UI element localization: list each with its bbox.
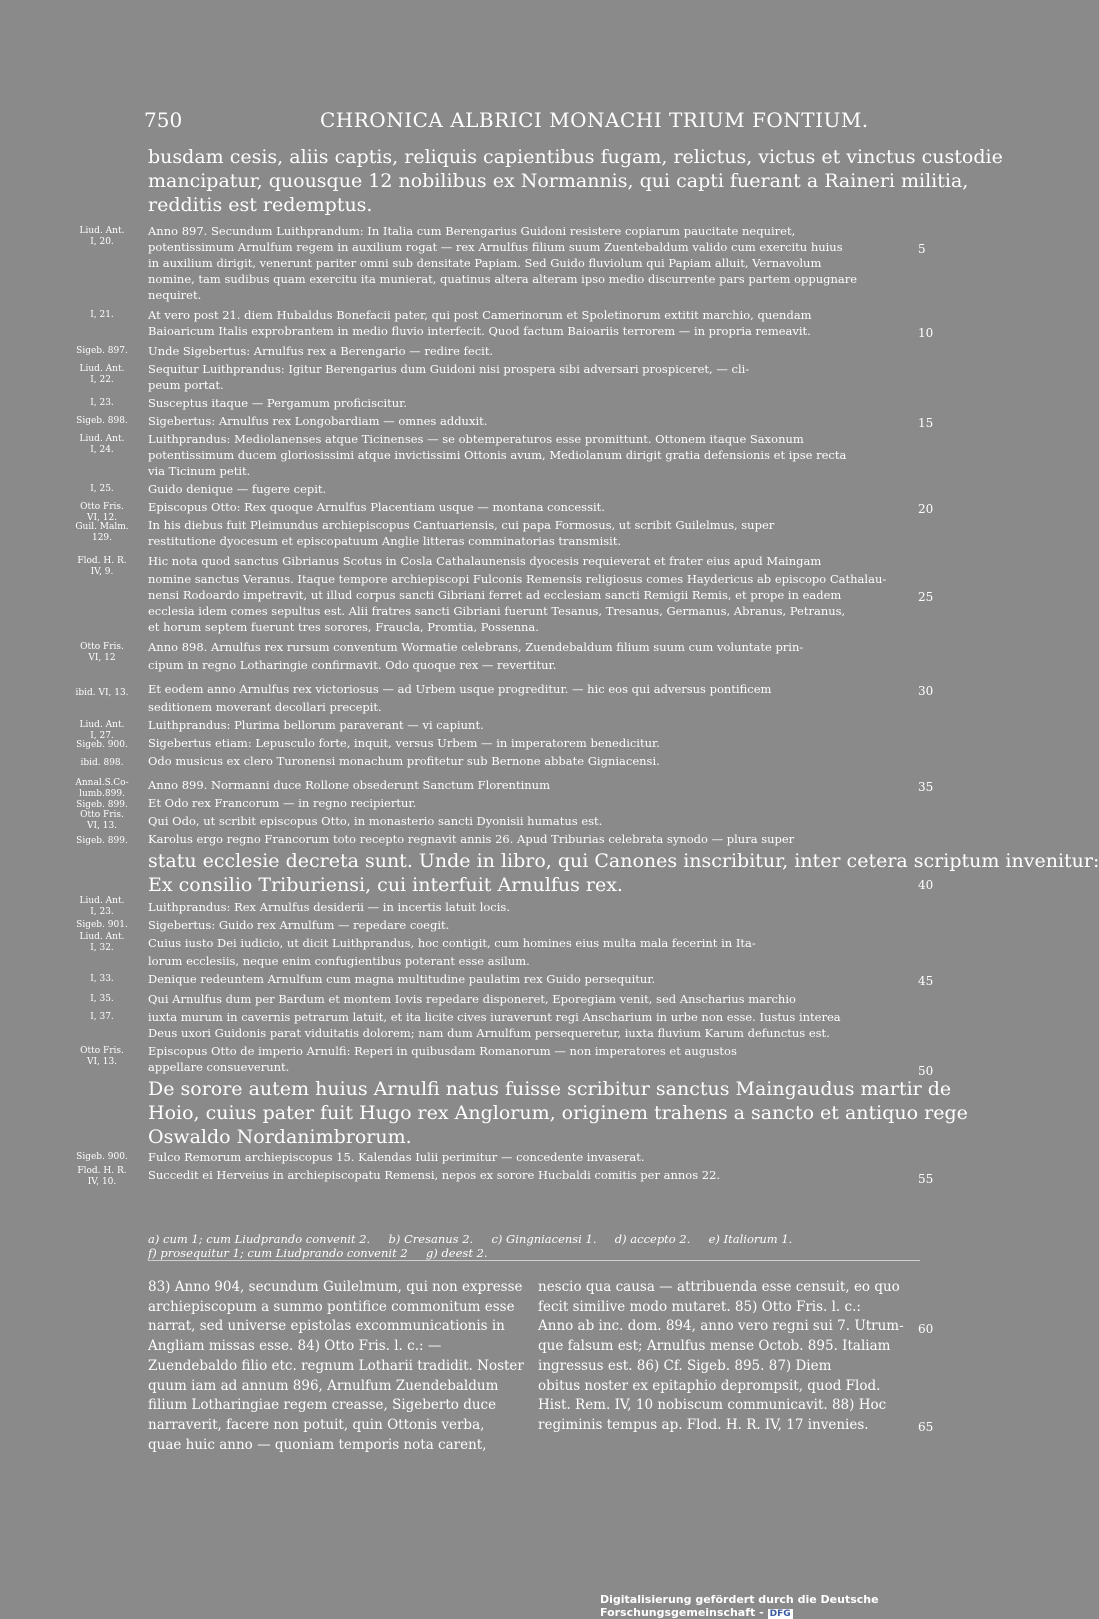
page-number: 750 (144, 108, 183, 132)
line-number: 40 (918, 878, 934, 892)
apparatus-line: a) cum 1; cum Liudprando convenit 2. b) Cresanus 2. c) Gingniacensi 1. d) accepto 2. e) Italiorum 1. (148, 1232, 793, 1246)
line-number: 45 (918, 974, 934, 988)
text-line: Hoio, cuius pater fuit Hugo rex Anglorum, originem trahens a sancto et antiquo rege (148, 1102, 968, 1124)
line-number: 25 (918, 590, 934, 604)
margin-reference: Liud. Ant. I, 23. (79, 896, 125, 917)
apparatus-line: f) prosequitur 1; cum Liudprando convenit 2 g) deest 2. (148, 1246, 488, 1260)
note-line: narrat, sed universe epistolas excommunicationis in (148, 1318, 505, 1335)
text-line: Qui Odo, ut scribit episcopus Otto, in monasterio sancti Dyonisii humatus est. (148, 814, 603, 828)
note-line-number: 60 (918, 1322, 934, 1336)
margin-reference: I, 21. (90, 310, 114, 320)
margin-reference: ibid. VI, 13. (75, 688, 129, 698)
margin-reference: Sigeb. 900. (76, 1152, 128, 1162)
text-line: At vero post 21. diem Hubaldus Bonefacii pater, qui post Camerinorum et Spoletinorum extitit marchio, quendam (148, 308, 812, 322)
text-line: Hic nota quod sanctus Gibrianus Scotus in Cosla Cathalaunensis dyocesis requieverat et frater eius apud Maingam (148, 554, 822, 568)
note-line: ingressus est. 86) Cf. Sigeb. 895. 87) Diem (538, 1357, 832, 1374)
text-line: Sigebertus: Guido rex Arnulfum — repedare coegit. (148, 918, 450, 932)
text-line: De sorore autem huius Arnulfi natus fuisse scribitur sanctus Maingaudus martir de (148, 1078, 952, 1100)
note-line: que falsum est; Arnulfus mense Octob. 895. Italiam (538, 1338, 891, 1355)
text-line: nensi Rodoardo impetravit, ut illud corpus sancti Gibriani ferret ad ecclesiam sancti Remigii Remis, et prope in eadem (148, 588, 842, 602)
notes-column-right (538, 1278, 918, 1436)
margin-reference: I, 23. (90, 398, 114, 408)
note-line: Angliam missas esse. 84) Otto Fris. l. c.: — (148, 1338, 442, 1355)
text-line: Luithprandus: Rex Arnulfus desiderii — in incertis latuit locis. (148, 900, 510, 914)
text-line: Episcopus Otto de imperio Arnulfi: Reperi in quibusdam Romanorum — non imperatores et augustos (148, 1044, 737, 1058)
text-line: Anno 897. Secundum Luithprandum: In Italia cum Berengarius Guidoni resistere copiarum paucitate nequiret, (148, 224, 796, 238)
line-number: 20 (918, 502, 934, 516)
margin-reference: I, 33. (90, 974, 114, 984)
margin-reference: Liud. Ant. I, 32. (79, 932, 125, 953)
text-line: appellare consueverunt. (148, 1060, 290, 1074)
text-line: Susceptus itaque — Pergamum proficiscitur. (148, 396, 408, 410)
text-line: Episcopus Otto: Rex quoque Arnulfus Placentiam usque — montana concessit. (148, 500, 605, 514)
notes-column-left (148, 1278, 524, 1455)
margin-reference: Sigeb. 898. (76, 416, 128, 426)
critical-apparatus (148, 1232, 928, 1260)
note-line: Zuendebaldo filio etc. regnum Lotharii tradidit. Noster (148, 1357, 524, 1374)
note-line: filium Lotharingiae regem creasse, Sigeberto duce (148, 1397, 497, 1414)
text-line: peum portat. (148, 378, 224, 392)
note-line-number: 65 (918, 1420, 934, 1434)
note-line: nescio qua causa — attribuenda esse censuit, eo quo (538, 1279, 900, 1295)
text-line: Qui Arnulfus dum per Bardum et montem Iovis repedare disponeret, Eporegiam venit, sed Anscharius marchio (148, 992, 796, 1006)
margin-reference: Flod. H. R. IV, 10. (77, 1166, 127, 1187)
text-line: Oswaldo Nordanimbrorum. (148, 1126, 412, 1148)
text-line: via Ticinum petit. (148, 464, 251, 478)
margin-reference: Sigeb. 901. (76, 920, 128, 930)
running-title: CHRONICA ALBRICI MONACHI TRIUM FONTIUM. (320, 108, 869, 132)
line-number: 5 (918, 242, 926, 256)
text-line: restitutione dyocesum et episcopatuum Anglie litteras comminatorias transmisit. (148, 534, 622, 548)
text-line: seditionem moverant decollari precepit. (148, 700, 382, 714)
margin-reference: Liud. Ant. I, 22. (79, 364, 125, 385)
margin-reference: I, 25. (90, 484, 114, 494)
note-line: quae huic anno — quoniam temporis nota carent, (148, 1436, 487, 1453)
margin-reference: Liud. Ant. I, 24. (79, 434, 125, 455)
text-line: Sigebertus: Arnulfus rex Longobardiam — omnes adduxit. (148, 414, 488, 428)
text-line: Guido denique — fugere cepit. (148, 482, 327, 496)
footer (600, 1593, 1000, 1619)
note-line: narraverit, facere non potuit, quin Ottonis verba, (148, 1416, 485, 1433)
margin-reference: Annal.S.Co- lumb.899. (75, 778, 129, 799)
line-number: 35 (918, 780, 934, 794)
text-line: Ex consilio Triburiensi, cui interfuit Arnulfus rex. (148, 874, 623, 896)
dfg-logo: DFG (769, 1609, 791, 1619)
line-number: 15 (918, 416, 934, 430)
text-line: Luithprandus: Plurima bellorum paraverant — vi capiunt. (148, 718, 484, 732)
text-line: Unde Sigebertus: Arnulfus rex a Berengario — redire fecit. (148, 344, 494, 358)
notes-divider (148, 1260, 920, 1261)
text-line: Anno 899. Normanni duce Rollone obsederunt Sanctum Florentinum (148, 778, 550, 792)
text-line: busdam cesis, aliis captis, reliquis capientibus fugam, relictus, victus et vinctus custodie (148, 146, 1003, 168)
text-line: lorum ecclesiis, neque enim confugientibus poterant esse asilum. (148, 954, 530, 968)
margin-reference: Sigeb. 897. (76, 346, 128, 356)
text-line: nequiret. (148, 288, 202, 302)
line-number: 55 (918, 1172, 934, 1186)
text-line: statu ecclesie decreta sunt. Unde in libro, qui Canones inscribitur, inter cetera scriptum invenitur: (148, 850, 1099, 872)
note-line: obitus noster ex epitaphio deprompsit, quod Flod. (538, 1377, 881, 1394)
text-line: redditis est redemptus. (148, 194, 373, 216)
text-line: Sigebertus etiam: Lepusculo forte, inquit, versus Urbem — in imperatorem benedicitur. (148, 736, 660, 750)
margin-reference: ibid. 898. (80, 758, 124, 768)
text-line: Succedit ei Herveius in archiepiscopatu Remensi, nepos ex sorore Hucbaldi comitis per annos 22. (148, 1168, 721, 1182)
text-line: Odo musicus ex clero Turonensi monachum profitetur sub Bernone abbate Gigniacensi. (148, 754, 660, 768)
text-line: Denique redeuntem Arnulfum cum magna multitudine paulatim rex Guido persequitur. (148, 972, 656, 986)
line-number: 50 (918, 1064, 934, 1078)
margin-reference: Otto Fris. VI, 12. (80, 502, 124, 523)
text-line: ecclesia idem comes sepultus est. Alii fratres sancti Gibriani fuerunt Tesanus, Tresanus, Germanus, Abranus, Petranus, (148, 604, 846, 618)
note-line: Anno ab inc. dom. 894, anno vero regni sui 7. Utrum- (538, 1318, 904, 1335)
text-line: mancipatur, quousque 12 nobilibus ex Normannis, qui capti fuerant a Raineri militia, (148, 170, 969, 192)
text-line: et horum septem fuerunt tres sorores, Fraucla, Promtia, Possenna. (148, 620, 539, 634)
text-line: Cuius iusto Dei iudicio, ut dicit Luithprandus, hoc contigit, cum homines eius multa mala fecerint in Ita- (148, 936, 756, 950)
text-line: Anno 898. Arnulfus rex rursum conventum Wormatie celebrans, Zuendebaldum filium suum cum voluntate prin- (148, 640, 804, 654)
text-line: Baioaricum Italis exprobrantem in medio fluvio interfecit. Quod factum Baioariis terrorem — in propria remeavit. (148, 324, 811, 338)
text-line: in auxilium dirigit, venerunt pariter omni sub densitate Papiam. Sed Guido fluviolum qui Papiam alluit, Vernavolum (148, 256, 822, 270)
note-line: fecit similive modo mutaret. 85) Otto Fris. l. c.: (538, 1298, 861, 1315)
text-line: Luithprandus: Mediolanenses atque Ticinenses — se obtemperaturos esse promittunt. Ottonem itaque Saxonum (148, 432, 804, 446)
margin-reference: Guil. Malm. 129. (75, 522, 129, 543)
text-line: nomine sanctus Veranus. Itaque tempore archiepiscopi Fulconis Remensis religiosus comes Haydericus ab episcopo Cathalau- (148, 572, 887, 586)
note-line: Hist. Rem. IV, 10 nobiscum communicavit. 88) Hoc (538, 1397, 887, 1414)
text-line: potentissimum ducem gloriosissimi atque invictissimi Ottonis avum, Mediolanum dirigit gratia defensionis et ipse recta (148, 448, 847, 462)
text-line: In his diebus fuit Pleimundus archiepiscopus Cantuariensis, cui papa Formosus, ut scribit Guilelmus, super (148, 518, 775, 532)
text-line: Karolus ergo regno Francorum toto recepto regnavit annis 26. Apud Triburias celebrata synodo — plura super (148, 832, 795, 846)
note-line: quum iam ad annum 896, Arnulfum Zuendebaldum (148, 1377, 499, 1394)
text-line: Fulco Remorum archiepiscopus 15. Kalendas Iulii perimitur — concedente invaserat. (148, 1150, 645, 1164)
margin-reference: Flod. H. R. IV, 9. (77, 556, 127, 577)
text-line: Et Odo rex Francorum — in regno recipiertur. (148, 796, 417, 810)
note-line: 83) Anno 904, secundum Guilelmum, qui non expresse (148, 1279, 523, 1295)
margin-reference: Liud. Ant. I, 27. (79, 720, 125, 741)
margin-reference: Sigeb. 900. (76, 740, 128, 750)
text-line: Et eodem anno Arnulfus rex victoriosus — ad Urbem usque progreditur. — hic eos qui adversus pontificem (148, 682, 772, 696)
line-number: 10 (918, 326, 934, 340)
margin-reference: Sigeb. 899. (76, 800, 128, 810)
page-header (140, 108, 960, 138)
margin-reference: Liud. Ant. I, 20. (79, 226, 125, 247)
text-line: Deus uxori Guidonis parat viduitatis dolorem; nam dum Arnulfum persequeretur, iuxta fluvium Karum defunctus est. (148, 1026, 830, 1040)
text-line: cipum in regno Lotharingie confirmavit. Odo quoque rex — revertitur. (148, 658, 557, 672)
text-line: nomine, tam sudibus quam exercitu ita munierat, quatinus altera alteram ipso medio discurrente pars partem oppugnare (148, 272, 858, 286)
text-line: Sequitur Luithprandus: Igitur Berengarius dum Guidoni nisi prospera sibi adversari prospiceret, — cli- (148, 362, 750, 376)
footer-text: Digitalisierung gefördert durch die Deutsche Forschungsgemeinschaft - (600, 1593, 879, 1619)
margin-reference: Sigeb. 899. (76, 836, 128, 846)
note-line: archiepiscopum a summo pontifice commonitum esse (148, 1298, 515, 1315)
margin-reference: I, 35. (90, 994, 114, 1004)
text-line: iuxta murum in cavernis petrarum latuit, et ita licite cives iuraverunt regi Anscharium in urbe non esse. Iustus interea (148, 1010, 841, 1024)
margin-reference: Otto Fris. VI, 12 (80, 642, 124, 663)
margin-reference: Otto Fris. VI, 13. (80, 810, 124, 831)
margin-reference: I, 37. (90, 1012, 114, 1022)
line-number: 30 (918, 684, 934, 698)
text-line: potentissimum Arnulfum regem in auxilium rogat — rex Arnulfus filium suum Zuentebaldum valido cum exercitu huius (148, 240, 843, 254)
margin-reference: Otto Fris. VI, 13. (80, 1046, 124, 1067)
note-line: regiminis tempus ap. Flod. H. R. IV, 17 invenies. (538, 1416, 869, 1433)
